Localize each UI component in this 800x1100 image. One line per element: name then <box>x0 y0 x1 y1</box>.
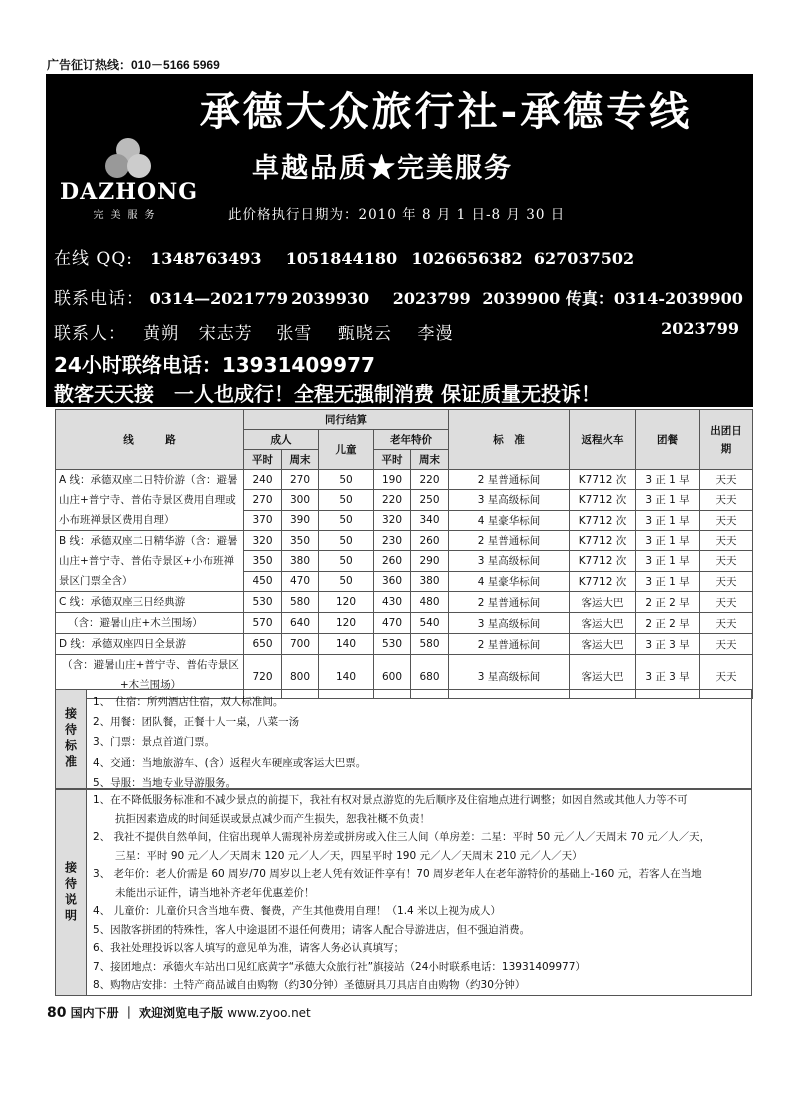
cell: 2 星普通标间 <box>449 592 570 613</box>
cell: 客运大巴 <box>570 634 636 655</box>
cell: 3 星高级标间 <box>449 655 570 699</box>
qq-number[interactable]: 627037502 <box>533 249 635 268</box>
qq-row <box>54 244 634 269</box>
cell: 260 <box>374 551 411 571</box>
table-row <box>56 531 753 551</box>
list-item: 4、交通：当地旅游车、(含）返程火车硬座或客运大巴票。 <box>93 756 367 769</box>
cell: 3 正 1 早 <box>636 571 700 591</box>
list-item: 三星：平时 90 元／人／天周末 120 元／人／天，四星平时 190 元／人／天周末 210 元／人／天） <box>115 849 583 862</box>
cell: 580 <box>282 592 319 613</box>
cell: 天天 <box>700 655 753 699</box>
cell: 580 <box>411 634 449 655</box>
phone-fax: 2039900 传真：0314-2039900 <box>482 289 743 308</box>
cell: K7712 次 <box>570 531 636 551</box>
cell: 640 <box>282 613 319 634</box>
cell: 3 正 1 早 <box>636 551 700 571</box>
cell: 客运大巴 <box>570 592 636 613</box>
reception-label-cell <box>56 690 87 788</box>
logo-text: DAZHONG <box>60 179 199 205</box>
cell: 4 星豪华标间 <box>449 510 570 530</box>
cell: 天天 <box>700 551 753 571</box>
list-item: 3、门票：景点首道门票。 <box>93 736 216 749</box>
header-train: 返程火车 <box>570 410 636 470</box>
list-item: 2、用餐：团队餐，正餐十人一桌，八菜一汤 <box>93 716 300 729</box>
logo-icon <box>100 136 156 180</box>
cell: 3 正 3 早 <box>636 634 700 655</box>
header-child: 儿童 <box>319 430 374 470</box>
cell: 270 <box>282 470 319 490</box>
cell: 3 星高级标间 <box>449 551 570 571</box>
cell: 天天 <box>700 613 753 634</box>
page-footer <box>47 1004 311 1021</box>
cell: 50 <box>319 551 374 571</box>
cell: 140 <box>319 634 374 655</box>
hotline-24h: 24小时联络电话：13931409977 <box>54 353 375 377</box>
qq-number[interactable]: 1051844180 <box>285 249 398 268</box>
phone-row <box>54 284 743 309</box>
page-number: 80 <box>47 1005 67 1021</box>
route-d: D 线：承德双座四日全景游 <box>56 634 244 655</box>
cell: 360 <box>374 571 411 591</box>
route-a: A 线：承德双座二日特价游（含：避暑山庄+普宁寺、普佑寺景区费用自理或小布班禅景区费用自理） <box>56 470 244 531</box>
cell: 190 <box>374 470 411 490</box>
cell: 120 <box>319 592 374 613</box>
footer-text: 国内下册 ｜ 欢迎浏览电子版 <box>70 1006 224 1020</box>
route-d-detail: （含：避暑山庄+普宁寺、普佑寺景区+木兰围场） <box>56 655 244 699</box>
cell: 290 <box>411 551 449 571</box>
cell: 客运大巴 <box>570 613 636 634</box>
cell: K7712 次 <box>570 571 636 591</box>
cell: 470 <box>374 613 411 634</box>
ad-hotline: 广告征订热线：010－5166 5969 <box>47 58 220 72</box>
contact-row <box>54 319 453 344</box>
table-row <box>56 470 753 490</box>
cell: 300 <box>282 490 319 510</box>
phone-number: 2039930 <box>291 289 370 308</box>
contact-name: 黄朔 <box>143 324 180 344</box>
cell: 220 <box>411 470 449 490</box>
cell: 2 正 2 早 <box>636 613 700 634</box>
cell: 140 <box>319 655 374 699</box>
cell: K7712 次 <box>570 470 636 490</box>
cell: 3 正 1 早 <box>636 510 700 530</box>
footer-url[interactable]: www.zyoo.net <box>227 1006 311 1020</box>
qq-number[interactable]: 1348763493 <box>150 249 262 268</box>
cell: 50 <box>319 490 374 510</box>
cell: 3 正 1 早 <box>636 490 700 510</box>
contact-label: 联系人： <box>54 324 126 344</box>
cell: 2 星普通标间 <box>449 531 570 551</box>
cell: 600 <box>374 655 411 699</box>
cell: 120 <box>319 613 374 634</box>
list-item: 5、导服：当地专业导游服务。 <box>93 776 237 789</box>
cell: 220 <box>374 490 411 510</box>
logo <box>60 136 199 221</box>
cell: 380 <box>282 551 319 571</box>
cell: 3 星高级标间 <box>449 613 570 634</box>
contact-extra-phone: 2023799 <box>661 319 739 338</box>
cell: 530 <box>374 634 411 655</box>
qq-number[interactable]: 1026656382 <box>411 249 523 268</box>
cell: 250 <box>411 490 449 510</box>
price-table <box>55 409 753 699</box>
contact-name: 宋志芳 <box>198 324 253 344</box>
header-group-settlement: 同行结算 <box>244 410 449 430</box>
reception-standards <box>55 689 752 789</box>
route-c-detail: （含：避暑山庄+木兰围场） <box>56 613 244 634</box>
header-weekday: 平时 <box>374 450 411 470</box>
cell: 3 正 1 早 <box>636 470 700 490</box>
table-row <box>56 592 753 613</box>
reception-notes <box>55 789 752 996</box>
cell: 260 <box>411 531 449 551</box>
list-item: 4、 儿童价：儿童价只含当地车费、餐费，产生其他费用自理！（1.4 米以上视为成人） <box>93 905 502 917</box>
cell: 320 <box>374 510 411 530</box>
list-item: 2、 我社不提供自然单间，住宿出现单人需现补房差或拼房或入住三人间（单房差：二星：平时 50 元／人／天周末 70 元／人／天， <box>93 831 711 843</box>
cell: 470 <box>282 571 319 591</box>
list-item: 7、接团地点：承德火车站出口见红底黄字“承德大众旅行社”旗接站（24小时联系电话：13931409977） <box>93 960 586 973</box>
header-route: 线 路 <box>56 410 244 470</box>
list-item: 5、因散客拼团的特殊性，客人中途退团不退任何费用；请客人配合导游进店，但不强迫消费。 <box>93 923 531 936</box>
cell: 2 星普通标间 <box>449 634 570 655</box>
cell: 540 <box>411 613 449 634</box>
logo-subtext: 完美服务 <box>93 210 162 221</box>
cell: 680 <box>411 655 449 699</box>
cell: 530 <box>244 592 282 613</box>
cell: 3 正 3 早 <box>636 655 700 699</box>
cell: 570 <box>244 613 282 634</box>
header-departure: 出团日期 <box>700 410 753 470</box>
phone-label: 联系电话： <box>54 289 144 309</box>
cell: 天天 <box>700 634 753 655</box>
cell: 2 正 2 早 <box>636 592 700 613</box>
slogan: 卓越品质★完美服务 <box>252 153 513 184</box>
banner <box>46 74 753 407</box>
header-senior: 老年特价 <box>374 430 449 450</box>
list-item: 1、 住宿：所列酒店住宿，双人标准间。 <box>93 696 284 708</box>
contact-name: 张雪 <box>276 324 313 344</box>
cell: 50 <box>319 531 374 551</box>
cell: 390 <box>282 510 319 530</box>
cell: 340 <box>411 510 449 530</box>
cell: 700 <box>282 634 319 655</box>
header-weekday: 平时 <box>244 450 282 470</box>
contact-name: 李漫 <box>417 324 454 344</box>
contact-name: 甄晓云 <box>337 324 392 344</box>
cell: 230 <box>374 531 411 551</box>
cell: 240 <box>244 470 282 490</box>
list-item: 3、 老年价：老人价需是 60 周岁/70 周岁以上老人凭有效证件享有！70 周岁老年人在老年游特价的基础上-160 元，若客人在当地 <box>93 868 702 880</box>
list-item: 1、在不降低服务标准和不减少景点的前提下，我社有权对景点游览的先后顺序及住宿地点进行调整；如因自然或其他人力等不可 <box>93 794 688 806</box>
reception-label: 接待标准 <box>63 707 78 771</box>
notes-label-cell <box>56 790 87 995</box>
header-weekend: 周末 <box>411 450 449 470</box>
cell: K7712 次 <box>570 510 636 530</box>
cell: 50 <box>319 571 374 591</box>
phone-number: 2023799 <box>392 289 471 308</box>
cell: 720 <box>244 655 282 699</box>
cell: 270 <box>244 490 282 510</box>
table-row <box>56 613 753 634</box>
cell: 370 <box>244 510 282 530</box>
cell: 天天 <box>700 531 753 551</box>
page-title: 承德大众旅行社-承德专线 <box>199 88 693 135</box>
cell: 天天 <box>700 490 753 510</box>
cell: 天天 <box>700 510 753 530</box>
price-date: 此价格执行日期为：2010 年 8 月 1 日-8 月 30 日 <box>228 207 566 223</box>
list-item: 未能出示证件，请当地补齐老年优惠差价！ <box>115 886 315 899</box>
cell: K7712 次 <box>570 490 636 510</box>
cell: 800 <box>282 655 319 699</box>
header-weekend: 周末 <box>282 450 319 470</box>
list-item: 8、购物店安排：土特产商品诚自由购物（约30分钟）圣德厨具刀具店自由购物（约30分钟） <box>93 979 526 991</box>
cell: 3 正 1 早 <box>636 531 700 551</box>
header-standard: 标 准 <box>449 410 570 470</box>
phone-number: 0314—2021779 <box>149 289 289 308</box>
cell: 430 <box>374 592 411 613</box>
cell: 320 <box>244 531 282 551</box>
table-row <box>56 634 753 655</box>
notes-label: 接待说明 <box>63 860 78 925</box>
header-meal: 团餐 <box>636 410 700 470</box>
cell: 480 <box>411 592 449 613</box>
cell: 350 <box>282 531 319 551</box>
route-c: C 线：承德双座三日经典游 <box>56 592 244 613</box>
cell: 50 <box>319 470 374 490</box>
cell: 天天 <box>700 470 753 490</box>
cell: 客运大巴 <box>570 655 636 699</box>
cell: 天天 <box>700 592 753 613</box>
cell: 650 <box>244 634 282 655</box>
cell: K7712 次 <box>570 551 636 571</box>
cell: 2 星普通标间 <box>449 470 570 490</box>
cell: 450 <box>244 571 282 591</box>
list-item: 6、我社处理投诉以客人填写的意见单为准，请客人务必认真填写； <box>93 942 405 954</box>
route-b: B 线：承德双座二日精华游（含：避暑山庄+普宁寺、普佑寺景区+小布班禅景区门票全含） <box>56 531 244 592</box>
cell: 天天 <box>700 571 753 591</box>
cell: 350 <box>244 551 282 571</box>
banner-promise: 散客天天接 一人也成行！全程无强制消费 保证质量无投诉！ <box>54 382 601 406</box>
qq-label: 在线 QQ: <box>54 249 134 269</box>
header-adult: 成人 <box>244 430 319 450</box>
cell: 380 <box>411 571 449 591</box>
cell: 4 星豪华标间 <box>449 571 570 591</box>
cell: 3 星高级标间 <box>449 490 570 510</box>
list-item: 抗拒因素造成的时间延误或景点减少而产生损失，恕我社概不负责！ <box>115 812 430 825</box>
cell: 50 <box>319 510 374 530</box>
